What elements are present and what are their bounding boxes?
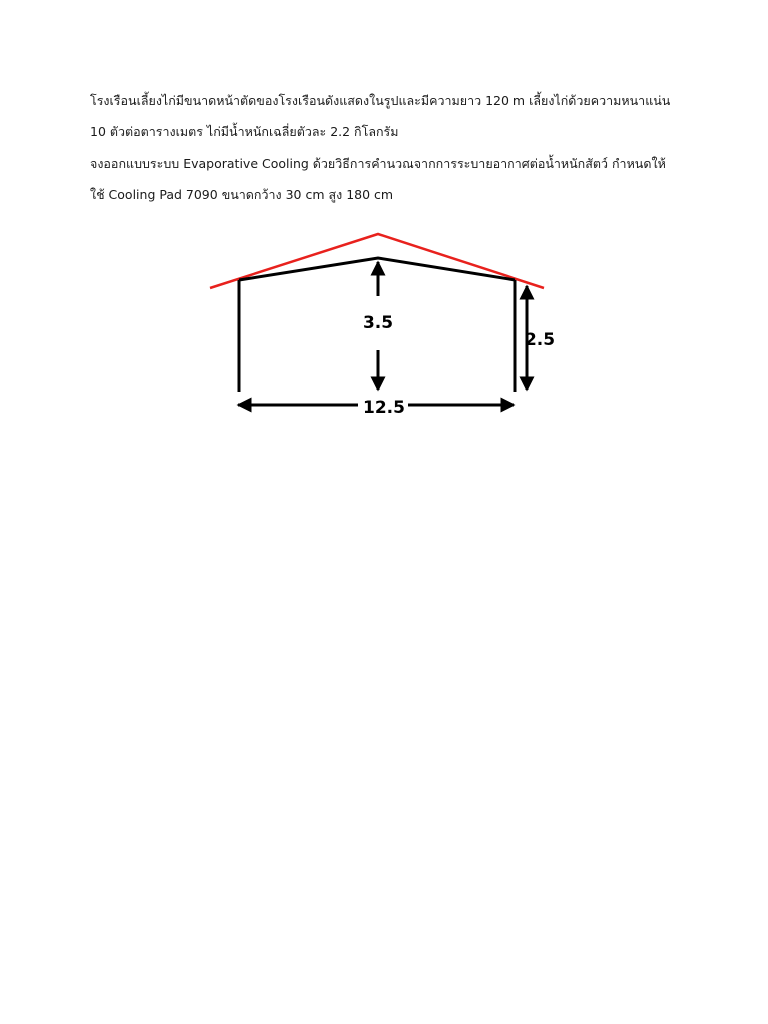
problem-line-4: ใช้ Cooling Pad 7090 ขนาดกว้าง 30 cm สูง 180 cm	[90, 187, 394, 202]
greenhouse-cross-section-diagram	[198, 222, 560, 426]
problem-paragraph-1	[90, 85, 690, 147]
ridge-height-label: 3.5	[362, 313, 394, 333]
problem-line-2: 10 ตัวต่อตารางเมตร ไก่มีน้ำหนักเฉลี่ยตัวละ 2.2 กิโลกรัม	[90, 124, 399, 139]
wall-height-label: 2.5	[524, 330, 556, 350]
width-label: 12.5	[363, 398, 405, 418]
problem-line-3: จงออกแบบระบบ Evaporative Cooling ด้วยวิธีการคำนวณจากการระบายอากาศต่อน้ำหนักสัตว์ กำหนดให้	[90, 156, 666, 171]
problem-line-1: โรงเรือนเลี้ยงไก่มีขนาดหน้าตัดของโรงเรือนดังแสดงในรูปและมีความยาว 120 m เลี้ยงไก่ด้วยความหนาแน่น	[90, 93, 671, 108]
problem-paragraph-2	[90, 148, 690, 210]
